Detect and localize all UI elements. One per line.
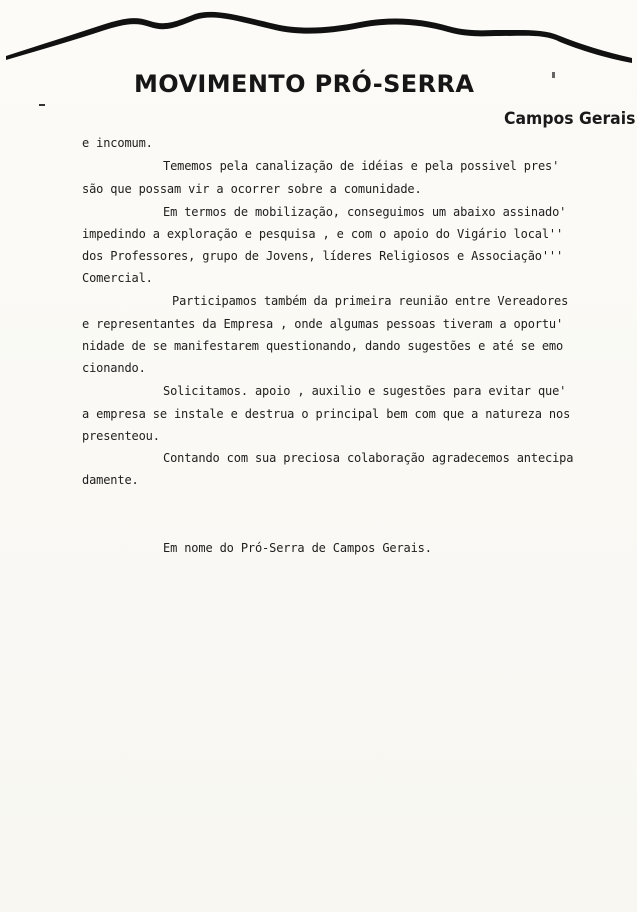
body-line: cionando. <box>82 361 146 375</box>
body-line: e representantes da Empresa , onde algumas pessoas tiveram a oportu' <box>82 317 564 331</box>
body-line: a empresa se instale e destrua o principal bem com que a natureza nos <box>82 407 571 421</box>
body-line: Solicitamos. apoio , auxilio e sugestões para evitar que' <box>163 384 567 398</box>
mountain-ridge-logo <box>0 0 637 80</box>
body-line: Participamos também da primeira reunião entre Vereadores <box>172 294 569 308</box>
body-line: damente. <box>82 473 139 487</box>
punch-mark <box>39 104 45 106</box>
closing-line: Em nome do Pró-Serra de Campos Gerais. <box>163 541 432 555</box>
body-line: Em termos de mobilização, conseguimos um abaixo assinado' <box>163 205 567 219</box>
letterhead-title: MOVIMENTO PRÓ-SERRA <box>134 70 475 98</box>
body-line: são que possam vir a ocorrer sobre a comunidade. <box>82 182 422 196</box>
body-line: dos Professores, grupo de Jovens, líderes Religiosos e Associação''' <box>82 249 564 263</box>
body-line: presenteou. <box>82 429 160 443</box>
body-line: Contando com sua preciosa colaboração agradecemos antecipa <box>163 451 574 465</box>
body-line: e incomum. <box>82 136 153 150</box>
punch-mark <box>552 72 555 78</box>
body-line: Comercial. <box>82 271 153 285</box>
letterhead-subtitle: Campos Gerais <box>504 109 636 129</box>
body-line: Tememos pela canalização de idéias e pela possivel pres' <box>163 159 560 173</box>
body-line: impedindo a exploração e pesquisa , e com o apoio do Vigário local'' <box>82 227 564 241</box>
body-line: nidade de se manifestarem questionando, dando sugestões e até se emo <box>82 339 564 353</box>
